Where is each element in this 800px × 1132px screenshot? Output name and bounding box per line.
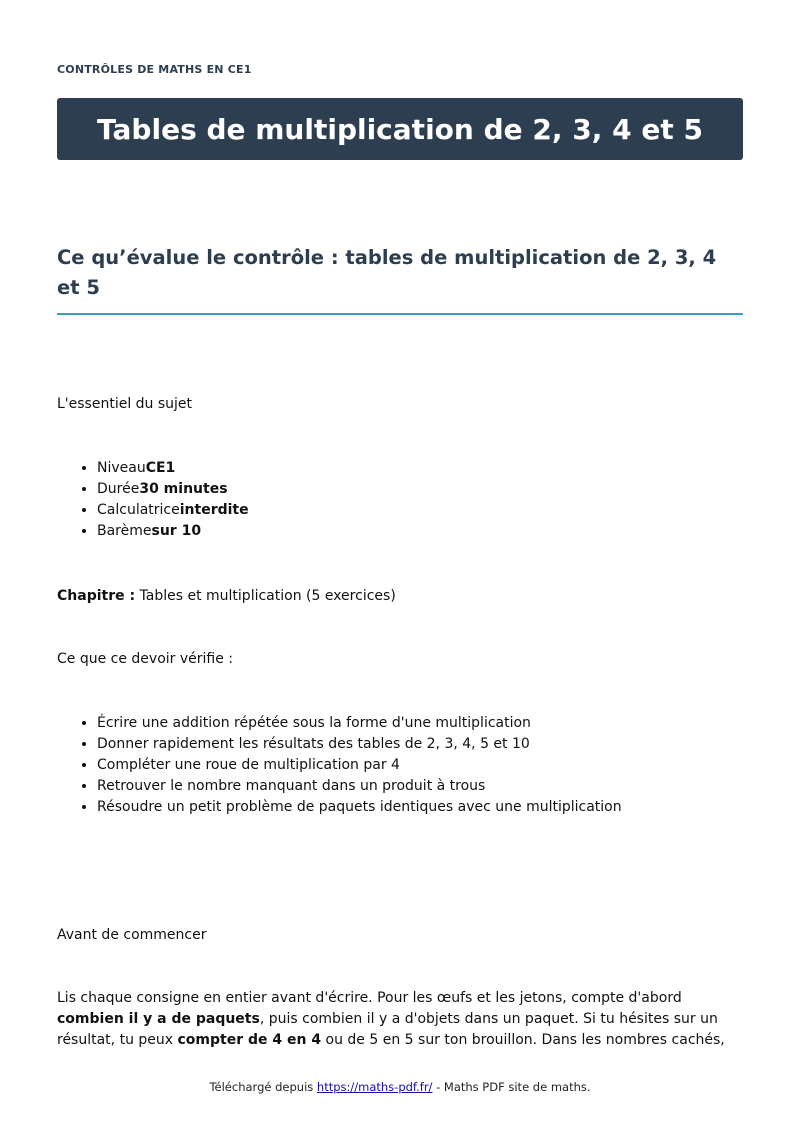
section-title: Ce qu’évalue le contrôle : tables de multiplication de 2, 3, 4 et 5 bbox=[57, 243, 743, 315]
verifie-list bbox=[57, 713, 622, 818]
list-item: • Calculatriceinterdite bbox=[97, 500, 249, 521]
list-item: • Écrire une addition répétée sous la forme d'une multiplication bbox=[97, 713, 622, 734]
chapitre-line bbox=[57, 586, 396, 607]
series-kicker: CONTRÔLES DE MATHS EN CE1 bbox=[57, 63, 252, 76]
footer: Téléchargé depuis https://maths-pdf.fr/ - Maths PDF site de maths. bbox=[209, 1080, 591, 1094]
list-item: • Barèmesur 10 bbox=[97, 521, 249, 542]
list-item: • Retrouver le nombre manquant dans un produit à trous bbox=[97, 776, 622, 797]
essentiel-label: L'essentiel du sujet bbox=[57, 396, 193, 412]
chapitre-label: Chapitre : bbox=[57, 588, 136, 604]
list-item: • Résoudre un petit problème de paquets identiques avec une multiplication bbox=[97, 797, 622, 818]
list-item: • Compléter une roue de multiplication par 4 bbox=[97, 755, 622, 776]
footer-link[interactable]: https://maths-pdf.fr/ bbox=[316, 1080, 433, 1094]
list-item: • Donner rapidement les résultats des tables de 2, 3, 4, 5 et 10 bbox=[97, 734, 622, 755]
page-title: Tables de multiplication de 2, 3, 4 et 5 bbox=[97, 112, 703, 146]
list-item: • Durée30 minutes bbox=[97, 479, 249, 500]
title-banner bbox=[57, 98, 743, 160]
essentiel-list bbox=[57, 458, 249, 542]
list-item: • NiveauCE1 bbox=[97, 458, 249, 479]
chapitre-value: Tables et multiplication (5 exercices) bbox=[139, 588, 396, 604]
verifie-label: Ce que ce devoir vérifie : bbox=[57, 651, 234, 667]
avant-label: Avant de commencer bbox=[57, 927, 207, 943]
avant-paragraph: Lis chaque consigne en entier avant d'écrire. Pour les œufs et les jetons, compte d'abord combien il y a de paquets, puis combien il y a d'objets dans un paquet. Si tu hésites sur un résultat, tu peux compter de 4 en 4 ou de 5 en 5 sur ton brouillon. Dans les nombres cachés, bbox=[57, 990, 725, 1048]
